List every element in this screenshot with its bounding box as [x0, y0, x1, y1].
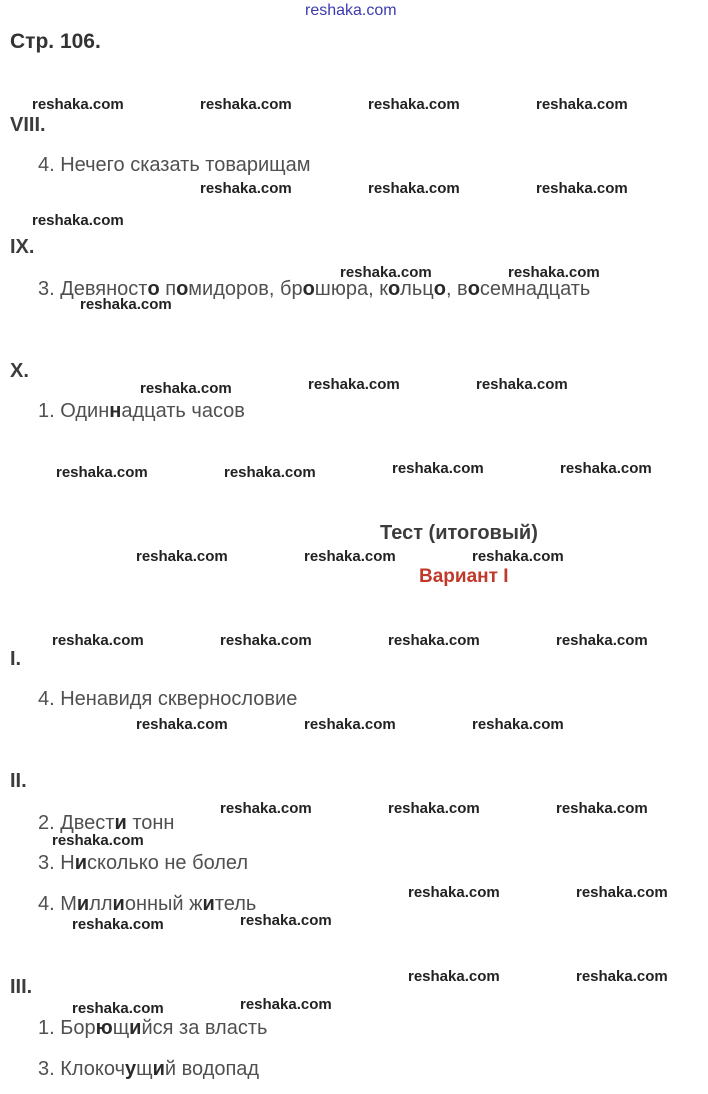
text-part: сколько не болел	[86, 852, 249, 874]
watermark: reshaka.com	[224, 464, 316, 481]
watermark: reshaka.com	[220, 632, 312, 649]
watermark: reshaka.com	[200, 180, 292, 197]
section-8-line-1: 4. Нечего сказать товарищам	[38, 154, 311, 176]
text-part: 3. Девяност	[38, 278, 148, 300]
page-number: Стр. 106.	[10, 30, 101, 53]
answer-2-line-3	[38, 893, 256, 916]
text-part: щ	[112, 1017, 130, 1039]
bold-letter: у	[124, 1058, 137, 1080]
bold-letter: и	[152, 1058, 165, 1080]
watermark: reshaka.com	[308, 376, 400, 393]
watermark: reshaka.com	[72, 1000, 164, 1017]
watermark: reshaka.com	[576, 968, 668, 985]
watermark: reshaka.com	[508, 264, 600, 281]
watermark: reshaka.com	[136, 716, 228, 733]
text-part: лл	[89, 893, 113, 915]
section-8-label: VIII.	[10, 114, 46, 136]
answer-2-label: II.	[10, 770, 27, 792]
watermark: reshaka.com	[72, 916, 164, 933]
bold-letter: и	[202, 893, 215, 915]
bold-letter: и	[114, 812, 127, 834]
section-10-line-1	[38, 400, 245, 423]
watermark: reshaka.com	[140, 380, 232, 397]
watermark: reshaka.com	[368, 96, 460, 113]
watermark: reshaka.com	[536, 180, 628, 197]
text-part: 2. Двест	[38, 812, 115, 834]
watermark: reshaka.com	[576, 884, 668, 901]
bold-letter: ю	[95, 1017, 113, 1039]
watermark: reshaka.com	[472, 548, 564, 565]
text-part: 3. Клокоч	[38, 1058, 125, 1080]
text-part: тель	[214, 893, 257, 915]
answer-1-line-1: 4. Ненавидя сквернословие	[38, 688, 298, 710]
bold-letter: о	[467, 278, 480, 300]
watermark: reshaka.com	[556, 632, 648, 649]
answer-3-line-2	[38, 1058, 259, 1081]
site-link[interactable]: reshaka.com	[305, 2, 397, 19]
bold-letter: и	[76, 893, 90, 915]
section-10-label: X.	[10, 360, 29, 382]
answer-2-line-2	[38, 852, 248, 875]
watermark: reshaka.com	[52, 632, 144, 649]
test-title: Тест (итоговый)	[380, 522, 538, 544]
text-part: тонн	[126, 812, 175, 834]
text-part: 3. Н	[38, 852, 75, 874]
watermark: reshaka.com	[476, 376, 568, 393]
section-9-label: IX.	[10, 236, 35, 258]
watermark: reshaka.com	[32, 96, 124, 113]
answer-3-line-1	[38, 1017, 267, 1040]
watermark: reshaka.com	[32, 212, 124, 229]
watermark: reshaka.com	[560, 460, 652, 477]
answer-3-label: III.	[10, 976, 33, 998]
watermark: reshaka.com	[80, 296, 172, 313]
text-part: 1. Бор	[38, 1017, 96, 1039]
text-part: п	[159, 278, 177, 300]
watermark: reshaka.com	[408, 968, 500, 985]
watermark: reshaka.com	[136, 548, 228, 565]
watermark: reshaka.com	[56, 464, 148, 481]
text-part: й водопад	[164, 1058, 260, 1080]
text-part: шюра, к	[314, 278, 388, 300]
bold-letter: о	[387, 278, 401, 300]
bold-letter: и	[129, 1017, 142, 1039]
text-part: семнадцать	[479, 278, 591, 300]
watermark: reshaka.com	[472, 716, 564, 733]
text-part: 1. Один	[38, 400, 110, 422]
text-part: йся за власть	[141, 1017, 268, 1039]
watermark: reshaka.com	[240, 912, 332, 929]
text-part: мидоров, бр	[188, 278, 303, 300]
text-part: щ	[136, 1058, 153, 1080]
variant-title: Вариант I	[419, 566, 509, 587]
text-part: , в	[445, 278, 468, 300]
watermark: reshaka.com	[556, 800, 648, 817]
watermark: reshaka.com	[240, 996, 332, 1013]
text-part: льц	[400, 278, 434, 300]
watermark: reshaka.com	[340, 264, 432, 281]
text-part: адцать часов	[121, 400, 245, 422]
watermark: reshaka.com	[388, 800, 480, 817]
bold-letter: о	[302, 278, 315, 300]
bold-letter: и	[74, 852, 87, 874]
bold-letter: н	[109, 400, 122, 422]
watermark: reshaka.com	[392, 460, 484, 477]
watermark: reshaka.com	[304, 716, 396, 733]
watermark: reshaka.com	[304, 548, 396, 565]
bold-letter: и	[112, 893, 125, 915]
bold-letter: о	[147, 278, 160, 300]
watermark: reshaka.com	[52, 832, 144, 849]
watermark: reshaka.com	[200, 96, 292, 113]
watermark: reshaka.com	[408, 884, 500, 901]
watermark: reshaka.com	[536, 96, 628, 113]
watermark: reshaka.com	[220, 800, 312, 817]
bold-letter: о	[433, 278, 446, 300]
text-part: 4. М	[38, 893, 77, 915]
watermark: reshaka.com	[368, 180, 460, 197]
text-part: онный ж	[124, 893, 203, 915]
watermark: reshaka.com	[388, 632, 480, 649]
answer-1-label: I.	[10, 648, 22, 670]
bold-letter: о	[176, 278, 189, 300]
